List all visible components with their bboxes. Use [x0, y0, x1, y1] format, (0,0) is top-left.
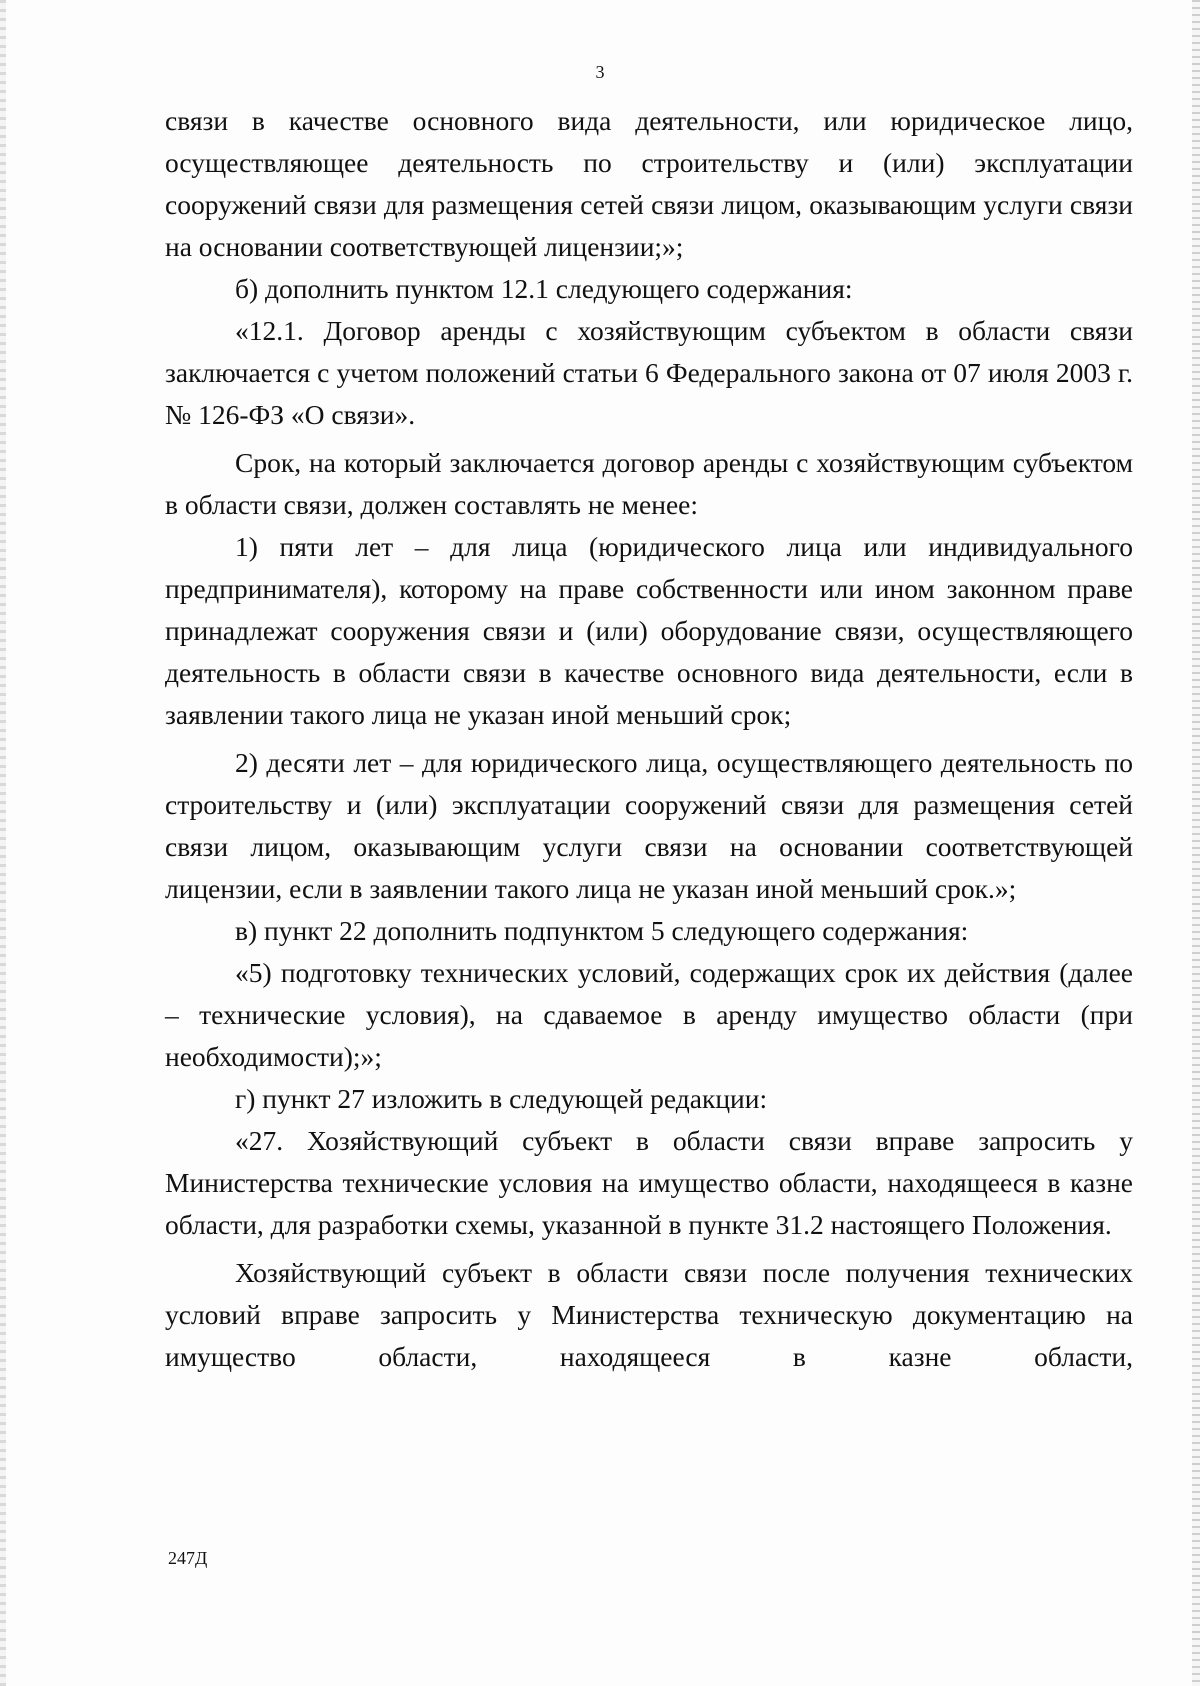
paragraph-clause-12-1: «12.1. Договор аренды с хозяйствующим субъектом в области связи заключается с учетом положений статьи 6 Федерального закона от 07 июля 2003 г. № 126-ФЗ «О связи».: [165, 315, 1133, 430]
page-number: 3: [595, 62, 605, 82]
document-code: 247Д: [168, 1548, 208, 1568]
paragraph-term-1: 1) пяти лет – для лица (юридического лица или индивидуального предпринимателя), которому на праве собственности или ином законном праве принадлежат сооружения связи и (или) оборудование связи, осуществляющего деятельность в области связи в качестве основного вида деятельности, если в заявлении такого лица не указан иной меньший срок;: [165, 531, 1133, 730]
paragraph-item-v: в) пункт 22 дополнить подпунктом 5 следующего содержания:: [235, 915, 969, 946]
paragraph-tech-docs: Хозяйствующий субъект в области связи после получения технических условий вправе запросить у Министерства техническую документацию на имущество области, находящееся в казне области,: [165, 1257, 1133, 1372]
paragraph-term-2: 2) десяти лет – для юридического лица, осуществляющего деятельность по строительству и (или) эксплуатации сооружений связи для размещения сетей связи лицом, оказывающим услуги связи на основании соответствующей лицензии, если в заявлении такого лица не указан иной меньший срок.»;: [165, 747, 1133, 904]
paragraph-continuation: связи в качестве основного вида деятельности, или юридическое лицо, осуществляющее деятельность по строительству и (или) эксплуатации сооружений связи для размещения сетей связи лицом, оказывающим услуги связи на основании соответствующей лицензии;»;: [165, 105, 1133, 262]
paragraph-item-g: г) пункт 27 изложить в следующей редакции:: [235, 1083, 768, 1114]
paragraph-item-b: б) дополнить пунктом 12.1 следующего содержания:: [235, 273, 853, 304]
scan-edge-right: [1192, 0, 1200, 1686]
paragraph-lease-term: Срок, на который заключается договор аренды с хозяйствующим субъектом в области связи, должен составлять не менее:: [165, 447, 1133, 520]
document-body: [165, 100, 1133, 1378]
paragraph-clause-27: «27. Хозяйствующий субъект в области связи вправе запросить у Министерства технические условия на имущество области, находящееся в казне области, для разработки схемы, указанной в пункте 31.2 настоящего Положения.: [165, 1125, 1133, 1240]
scan-edge-left: [0, 0, 6, 1686]
paragraph-subclause-5: «5) подготовку технических условий, содержащих срок их действия (далее – технические условия), на сдаваемое в аренду имущество области (при необходимости);»;: [165, 957, 1133, 1072]
